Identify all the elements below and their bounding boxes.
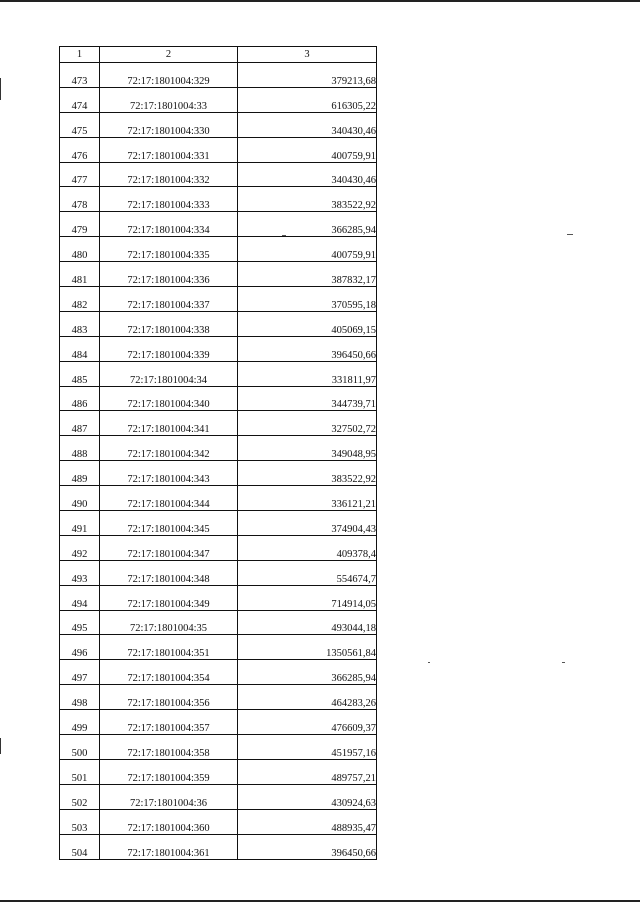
table-row [60,511,377,536]
row-number: 493 [60,560,100,585]
cadastral-value: 387832,17 [238,262,377,287]
cadastral-number: 72:17:1801004:35 [100,610,238,635]
cadastral-value: 489757,21 [238,759,377,784]
table-row [60,809,377,834]
row-number: 503 [60,809,100,834]
row-number: 502 [60,784,100,809]
table-row [60,112,377,137]
scan-edge-mark [0,78,1,100]
row-number: 491 [60,511,100,536]
cadastral-value: 327502,72 [238,411,377,436]
cadastral-value: 349048,95 [238,436,377,461]
table-row [60,63,377,88]
cadastral-number: 72:17:1801004:329 [100,63,238,88]
cadastral-value: 344739,71 [238,386,377,411]
cadastral-number: 72:17:1801004:335 [100,237,238,262]
table-row [60,710,377,735]
cadastral-value: 383522,92 [238,461,377,486]
row-number: 482 [60,287,100,312]
row-number: 500 [60,735,100,760]
table-row [60,386,377,411]
cadastral-number: 72:17:1801004:361 [100,834,238,859]
cadastral-number: 72:17:1801004:345 [100,511,238,536]
row-number: 494 [60,585,100,610]
cadastral-value: 493044,18 [238,610,377,635]
cadastral-value: 488935,47 [238,809,377,834]
column-header: 1 [60,47,100,63]
row-number: 485 [60,361,100,386]
table-row [60,560,377,585]
table-row [60,660,377,685]
row-number: 501 [60,759,100,784]
cadastral-value: 379213,68 [238,63,377,88]
cadastral-number: 72:17:1801004:330 [100,112,238,137]
scan-edge-mark [0,738,1,754]
table-row [60,436,377,461]
scan-speck [562,662,565,663]
cadastral-value: 464283,26 [238,685,377,710]
row-number: 477 [60,162,100,187]
row-number: 481 [60,262,100,287]
row-number: 474 [60,87,100,112]
cadastral-value: 616305,22 [238,87,377,112]
cadastral-number: 72:17:1801004:342 [100,436,238,461]
table-row [60,735,377,760]
cadastral-number: 72:17:1801004:36 [100,784,238,809]
scan-top-border [0,0,640,2]
cadastral-value: 714914,05 [238,585,377,610]
cadastral-number: 72:17:1801004:337 [100,287,238,312]
cadastral-number: 72:17:1801004:354 [100,660,238,685]
table-row [60,585,377,610]
table-row [60,535,377,560]
cadastral-number: 72:17:1801004:331 [100,137,238,162]
cadastral-value: 366285,94 [238,212,377,237]
row-number: 498 [60,685,100,710]
row-number: 488 [60,436,100,461]
cadastral-value: 366285,94 [238,660,377,685]
row-number: 480 [60,237,100,262]
cadastral-value: 400759,91 [238,137,377,162]
row-number: 483 [60,311,100,336]
cadastral-number: 72:17:1801004:348 [100,560,238,585]
cadastral-number: 72:17:1801004:333 [100,187,238,212]
row-number: 499 [60,710,100,735]
cadastral-number: 72:17:1801004:34 [100,361,238,386]
cadastral-value: 430924,63 [238,784,377,809]
table-row [60,311,377,336]
row-number: 486 [60,386,100,411]
table-row [60,262,377,287]
cadastral-value: 400759,91 [238,237,377,262]
table-row [60,635,377,660]
table-row [60,287,377,312]
cadastral-number: 72:17:1801004:343 [100,461,238,486]
cadastral-number: 72:17:1801004:359 [100,759,238,784]
table-row [60,361,377,386]
cadastral-value: 374904,43 [238,511,377,536]
row-number: 479 [60,212,100,237]
cadastral-number: 72:17:1801004:341 [100,411,238,436]
cadastral-value: 383522,92 [238,187,377,212]
cadastral-number: 72:17:1801004:33 [100,87,238,112]
column-header: 3 [238,47,377,63]
table-row [60,212,377,237]
table-row [60,486,377,511]
table-row [60,685,377,710]
cadastral-value: 340430,46 [238,112,377,137]
cadastral-value: 554674,7 [238,560,377,585]
cadastral-value: 1350561,84 [238,635,377,660]
table-row [60,759,377,784]
header-row [60,47,377,63]
row-number: 487 [60,411,100,436]
cadastral-number: 72:17:1801004:351 [100,635,238,660]
cadastral-value: 405069,15 [238,311,377,336]
row-number: 475 [60,112,100,137]
cadastral-number: 72:17:1801004:358 [100,735,238,760]
row-number: 476 [60,137,100,162]
cadastral-number: 72:17:1801004:332 [100,162,238,187]
cadastral-number: 72:17:1801004:336 [100,262,238,287]
table-row [60,162,377,187]
cadastral-number: 72:17:1801004:334 [100,212,238,237]
table-body [60,63,377,860]
row-number: 489 [60,461,100,486]
table-row [60,336,377,361]
cadastral-value: 451957,16 [238,735,377,760]
row-number: 473 [60,63,100,88]
cadastral-number: 72:17:1801004:338 [100,311,238,336]
table-row [60,411,377,436]
row-number: 504 [60,834,100,859]
table-row [60,137,377,162]
row-number: 492 [60,535,100,560]
cadastral-number: 72:17:1801004:339 [100,336,238,361]
cadastral-number: 72:17:1801004:344 [100,486,238,511]
column-header: 2 [100,47,238,63]
cadastral-value: 409378,4 [238,535,377,560]
cadastral-number: 72:17:1801004:349 [100,585,238,610]
table-row [60,187,377,212]
table-row [60,834,377,859]
table-row [60,237,377,262]
table-row [60,461,377,486]
cadastral-number: 72:17:1801004:356 [100,685,238,710]
cadastral-value: 396450,66 [238,834,377,859]
cadastral-value: 331811,97 [238,361,377,386]
row-number: 484 [60,336,100,361]
cadastral-number: 72:17:1801004:360 [100,809,238,834]
cadastral-value: 336121,21 [238,486,377,511]
cadastral-number: 72:17:1801004:340 [100,386,238,411]
row-number: 497 [60,660,100,685]
cadastral-number: 72:17:1801004:357 [100,710,238,735]
table-row [60,87,377,112]
row-number: 495 [60,610,100,635]
cadastral-value-table [59,46,377,860]
scan-speck [428,662,430,663]
cadastral-value: 340430,46 [238,162,377,187]
table-row [60,784,377,809]
cadastral-number: 72:17:1801004:347 [100,535,238,560]
row-number: 478 [60,187,100,212]
row-number: 490 [60,486,100,511]
scan-bottom-border [0,900,640,902]
cadastral-value: 476609,37 [238,710,377,735]
table-row [60,610,377,635]
cadastral-value: 370595,18 [238,287,377,312]
row-number: 496 [60,635,100,660]
scan-speck [567,234,573,235]
cadastral-value: 396450,66 [238,336,377,361]
